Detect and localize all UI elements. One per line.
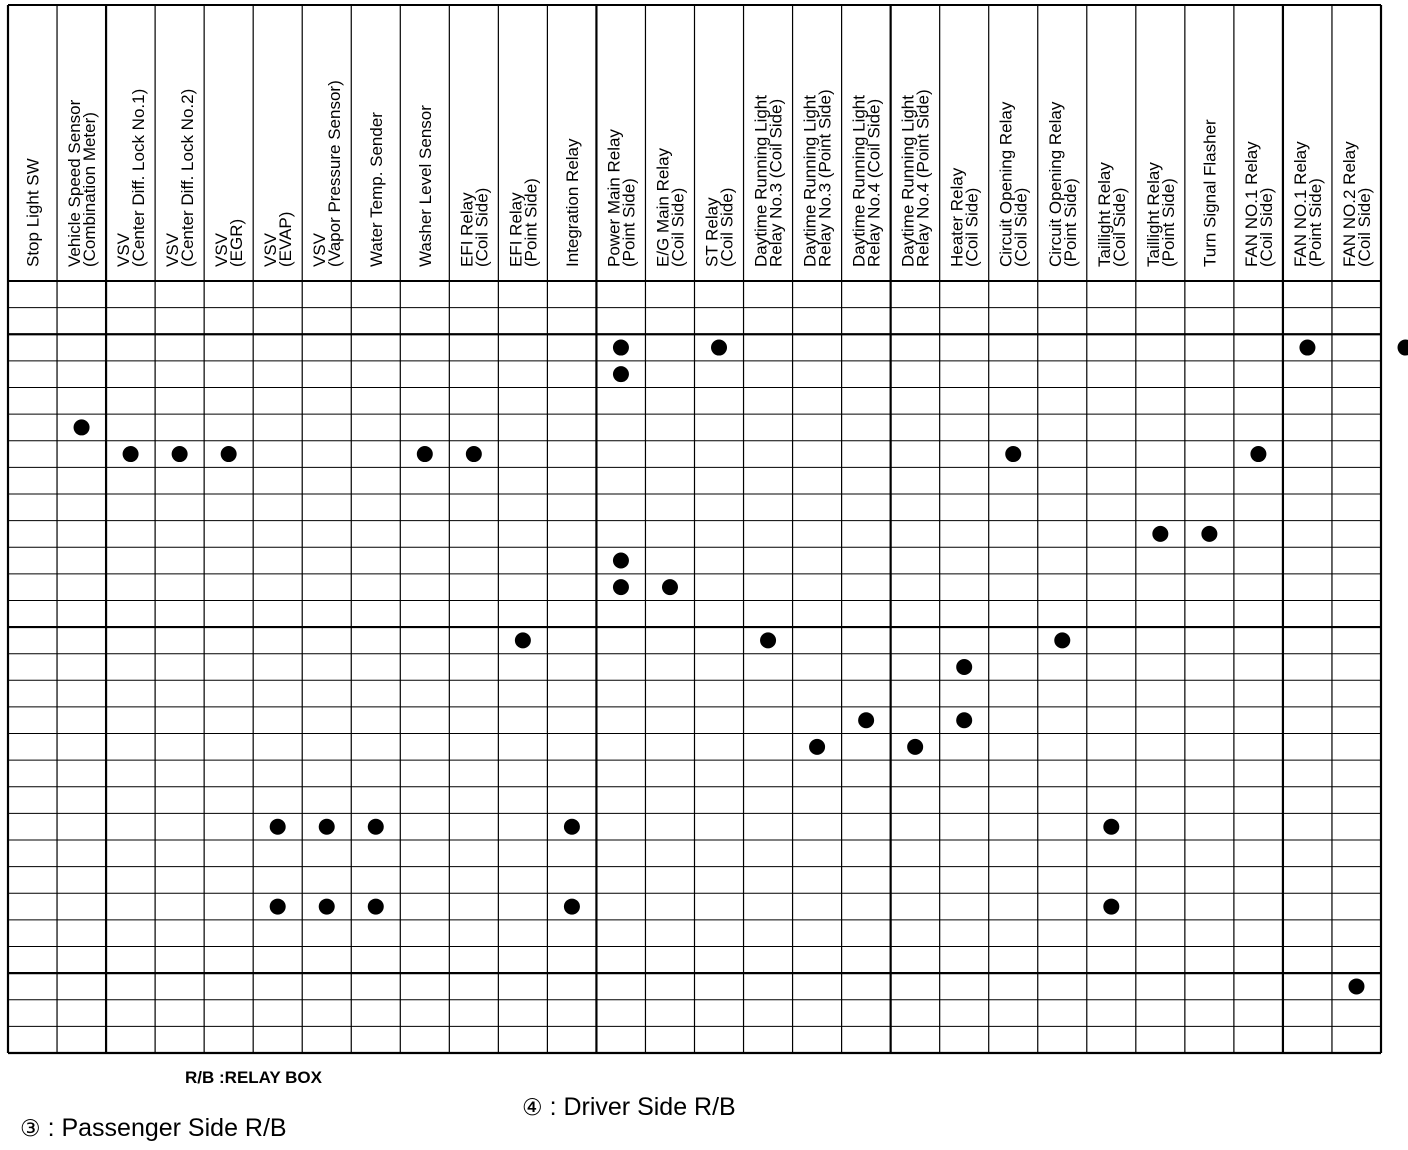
- connection-dot: [1299, 340, 1315, 356]
- connection-dot: [1054, 632, 1070, 648]
- connection-dot: [319, 819, 335, 835]
- column-header-label: (Point Side): [1305, 178, 1325, 267]
- connection-dot: [1103, 819, 1119, 835]
- column-header-label: Vehicle Speed Sensor: [65, 99, 85, 267]
- column-header-label: (Coil Side): [1256, 187, 1276, 267]
- column-header-label: EFI Relay: [506, 192, 526, 267]
- column-header-label: (Vapor Pressure Sensor): [325, 80, 345, 267]
- column-header-label: FAN NO.1 Relay: [1290, 141, 1310, 267]
- connection-dot: [956, 712, 972, 728]
- column-header-label: (Point Side): [1158, 178, 1178, 267]
- column-header-label: (Center Diff. Lock No.1): [129, 88, 149, 267]
- connection-dot: [74, 419, 90, 435]
- column-header-label: Heater Relay: [947, 167, 967, 267]
- connection-dot: [809, 739, 825, 755]
- column-header-label: (Center Diff. Lock No.2): [178, 88, 198, 267]
- connection-dot: [1398, 340, 1408, 356]
- connection-dot: [221, 446, 237, 462]
- column-header-label: (Coil Side): [472, 187, 492, 267]
- column-header-label: Daytime Running Light: [751, 95, 771, 267]
- column-header-label: Stop Light SW: [23, 158, 43, 267]
- column-header-label: Relay No.3 (Coil Side): [766, 98, 786, 267]
- driver-side-label: : Driver Side R/B: [549, 1093, 736, 1121]
- connection-dot: [858, 712, 874, 728]
- column-header-label: Daytime Running Light: [898, 95, 918, 267]
- connection-dot: [1201, 526, 1217, 542]
- column-header-label: FAN NO.1 Relay: [1241, 141, 1261, 267]
- connection-dot: [319, 899, 335, 915]
- connection-dot: [1348, 978, 1364, 994]
- connection-dot: [270, 899, 286, 915]
- connection-dot: [1250, 446, 1266, 462]
- passenger-side-legend: [20, 1114, 287, 1143]
- column-headers: [24, 80, 1374, 267]
- column-header-label: EFI Relay: [457, 192, 477, 267]
- column-header-label: Circuit Opening Relay: [1045, 101, 1065, 267]
- column-header-label: VSV: [310, 232, 330, 267]
- connection-dot: [368, 899, 384, 915]
- driver-side-legend: [522, 1093, 736, 1122]
- connection-dot: [613, 579, 629, 595]
- connection-dot: [123, 446, 139, 462]
- column-header-label: Circuit Opening Relay: [996, 101, 1016, 267]
- connection-dots: [74, 340, 1408, 995]
- connection-dot: [613, 553, 629, 569]
- column-header-label: Daytime Running Light: [800, 95, 820, 267]
- column-header-label: E/G Main Relay: [653, 147, 673, 267]
- connection-dot: [1005, 446, 1021, 462]
- connection-dot: [564, 819, 580, 835]
- column-header-label: (Coil Side): [668, 187, 688, 267]
- passenger-side-label: : Passenger Side R/B: [47, 1114, 287, 1142]
- relay-box-legend: R/B :RELAY BOX: [185, 1068, 322, 1087]
- column-header-label: Daytime Running Light: [849, 95, 869, 267]
- column-header-label: Washer Level Sensor: [415, 105, 435, 267]
- connection-dot: [270, 819, 286, 835]
- connection-dot: [368, 819, 384, 835]
- connection-dot: [1152, 526, 1168, 542]
- connection-dot: [907, 739, 923, 755]
- column-header-label: (Coil Side): [962, 187, 982, 267]
- column-header-label: (Point Side): [1060, 178, 1080, 267]
- column-header-label: Power Main Relay: [604, 129, 624, 267]
- connection-dot: [172, 446, 188, 462]
- column-header-label: FAN NO.2 Relay: [1339, 141, 1359, 267]
- column-header-label: Relay No.4 (Coil Side): [864, 98, 884, 267]
- connection-dot: [956, 659, 972, 675]
- column-header-label: ST Relay: [702, 197, 722, 267]
- column-header-label: Turn Signal Flasher: [1200, 119, 1220, 267]
- column-header-label: (Coil Side): [1011, 187, 1031, 267]
- circled-three-symbol: ③: [20, 1116, 41, 1142]
- column-header-label: Relay No.3 (Point Side): [815, 89, 835, 267]
- column-header-label: Relay No.4 (Point Side): [913, 89, 933, 267]
- connection-dot: [613, 366, 629, 382]
- column-header-label: VSV: [163, 232, 183, 267]
- column-header-label: VSV: [261, 232, 281, 267]
- column-header-label: VSV: [114, 232, 134, 267]
- connection-dot: [417, 446, 433, 462]
- connection-dot: [515, 632, 531, 648]
- connection-dot: [564, 899, 580, 915]
- connection-dot: [613, 340, 629, 356]
- column-header-label: (Point Side): [619, 178, 639, 267]
- column-header-label: (Coil Side): [1354, 187, 1374, 267]
- circled-four-symbol: ④: [522, 1095, 543, 1121]
- column-header-label: Integration Relay: [562, 138, 582, 267]
- column-header-label: VSV: [212, 232, 232, 267]
- column-header-label: Taillight Relay: [1143, 162, 1163, 267]
- connection-dot: [711, 340, 727, 356]
- table-grid: [8, 5, 1381, 1053]
- connection-dot: [760, 632, 776, 648]
- column-header-label: (Point Side): [521, 178, 541, 267]
- column-header-label: (Coil Side): [717, 187, 737, 267]
- column-header-label: (Combination Meter): [80, 112, 100, 267]
- column-header-label: (EVAP): [276, 211, 296, 267]
- connection-dot: [662, 579, 678, 595]
- column-header-label: (EGR): [227, 218, 247, 267]
- column-header-label: Water Temp. Sender: [366, 112, 386, 267]
- column-header-label: Taillight Relay: [1094, 162, 1114, 267]
- connection-dot: [1103, 899, 1119, 915]
- column-header-label: (Coil Side): [1109, 187, 1129, 267]
- connection-dot: [466, 446, 482, 462]
